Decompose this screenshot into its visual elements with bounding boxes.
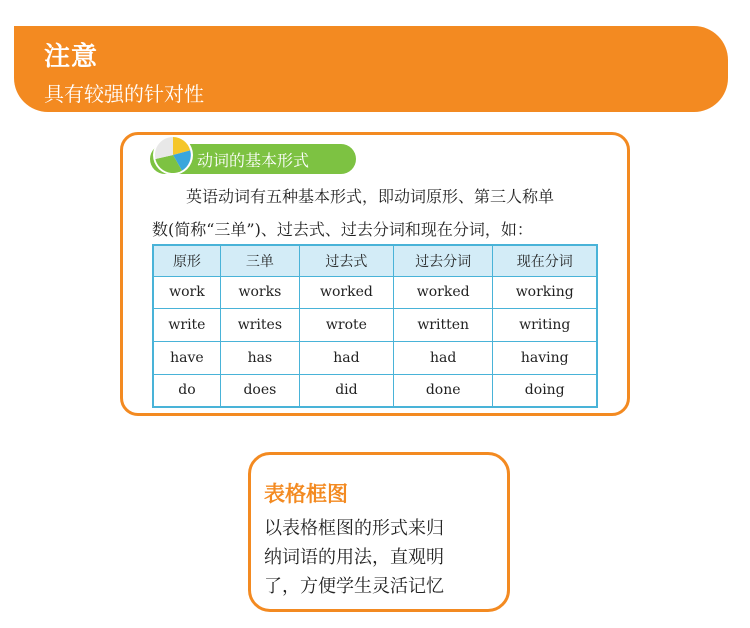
table-cell: having <box>493 342 597 375</box>
pie-chart-icon <box>152 134 194 176</box>
note-title: 表格框图 <box>264 482 348 506</box>
table-cell: written <box>393 309 493 342</box>
note-text <box>264 514 504 601</box>
table-cell: did <box>299 374 393 407</box>
table-cell: work <box>153 276 220 309</box>
table-cell: has <box>220 342 299 375</box>
table-cell: do <box>153 374 220 407</box>
header-base-form: 原形 <box>153 245 220 276</box>
banner-subtitle: 具有较强的针对性 <box>44 82 204 106</box>
header-past-participle: 过去分词 <box>393 245 493 276</box>
header-third-person: 三单 <box>220 245 299 276</box>
intro-line-1: 英语动词有五种基本形式，即动词原形、第三人称单 <box>186 187 555 206</box>
table-header-row <box>153 245 597 276</box>
table-cell: writes <box>220 309 299 342</box>
table-cell: doing <box>493 374 597 407</box>
header-past-tense: 过去式 <box>299 245 393 276</box>
table-cell: does <box>220 374 299 407</box>
note-line-2: 纳词语的用法，直观明 <box>264 547 444 568</box>
table-cell: done <box>393 374 493 407</box>
note-line-3: 了，方便学生灵活记忆 <box>264 576 444 597</box>
intro-line-2: 数(简称“三单”)、过去式、过去分词和现在分词，如： <box>152 220 533 239</box>
table-cell: writing <box>493 309 597 342</box>
banner-title: 注意 <box>44 42 99 72</box>
table-row <box>153 342 597 375</box>
table-cell: works <box>220 276 299 309</box>
table-cell: had <box>299 342 393 375</box>
table-cell: worked <box>299 276 393 309</box>
table-row <box>153 276 597 309</box>
table-cell: working <box>493 276 597 309</box>
table-row <box>153 374 597 407</box>
table-cell: worked <box>393 276 493 309</box>
note-line-1: 以表格框图的形式来归 <box>264 518 444 539</box>
verb-forms-table <box>152 244 598 408</box>
header-present-participle: 现在分词 <box>493 245 597 276</box>
table-cell: wrote <box>299 309 393 342</box>
section-title: 动词的基本形式 <box>197 151 310 170</box>
intro-paragraph <box>152 180 612 246</box>
table-row <box>153 309 597 342</box>
table-cell: have <box>153 342 220 375</box>
table-cell: had <box>393 342 493 375</box>
table-cell: write <box>153 309 220 342</box>
